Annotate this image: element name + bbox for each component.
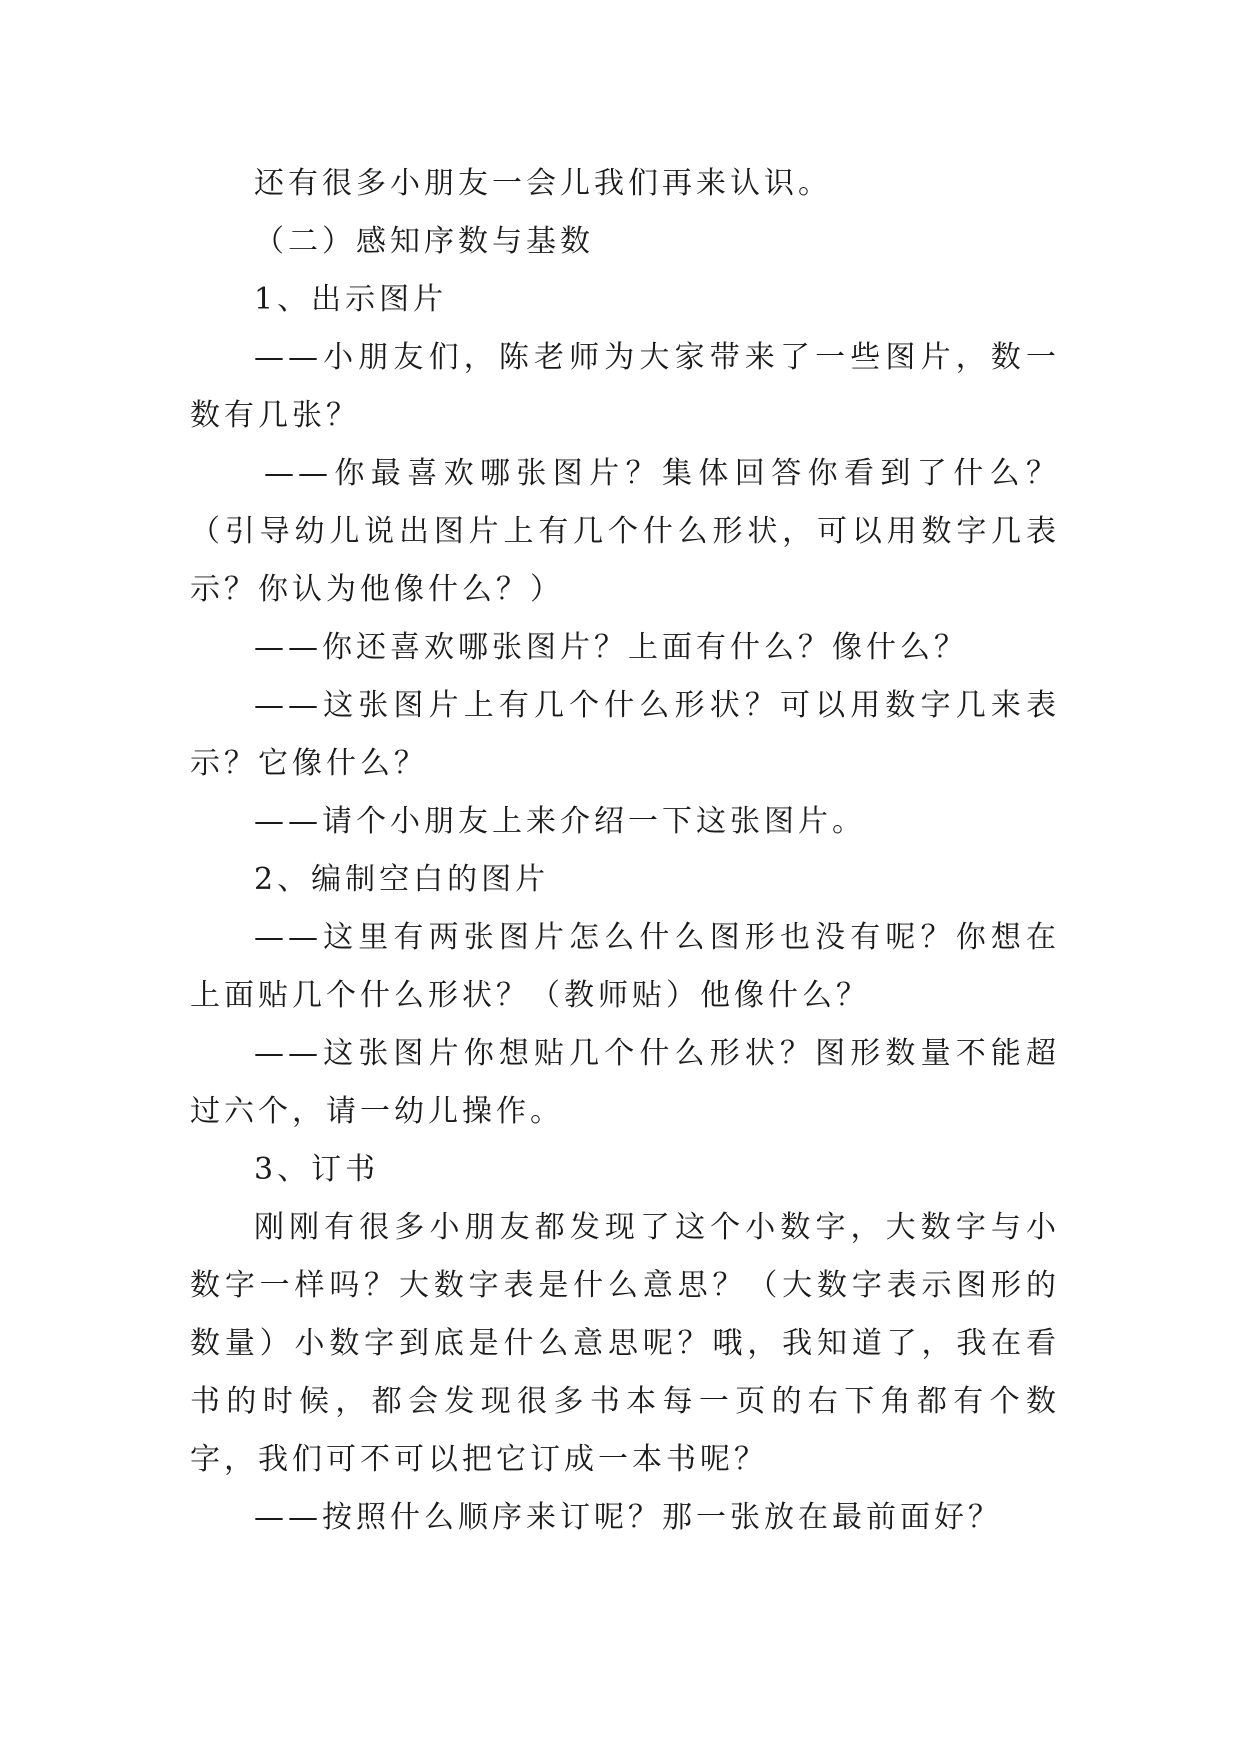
paragraph-text: ——这张图片上有几个什么形状？可以用数字几来表示？它像什么？ xyxy=(190,688,1060,781)
paragraph-text: ——请个小朋友上来介绍一下这张图片。 xyxy=(254,804,866,839)
section-heading-perceive-ordinal-cardinal: （二）感知序数与基数 xyxy=(254,224,594,259)
step-heading-show-pictures: 1、出示图片 xyxy=(254,282,448,317)
step-heading-blank-pictures: 2、编制空白的图片 xyxy=(254,862,550,897)
paragraph-text: 还有很多小朋友一会儿我们再来认识。 xyxy=(254,166,832,201)
paragraph-text: ——这里有两张图片怎么什么图形也没有呢？你想在上面贴几个什么形状？（教师贴）他像什么？ xyxy=(190,920,1060,1013)
paragraph-text: ——按照什么顺序来订呢？那一张放在最前面好？ xyxy=(254,1500,1002,1535)
step-heading-bind-book: 3、订书 xyxy=(254,1152,380,1187)
document-body xyxy=(190,155,1060,1547)
paragraph-text: ——小朋友们，陈老师为大家带来了一些图片，数一数有几张？ xyxy=(190,340,1060,433)
paragraph-text: ——这张图片你想贴几个什么形状？图形数量不能超过六个，请一幼儿操作。 xyxy=(190,1036,1060,1129)
paragraph-text: 刚刚有很多小朋友都发现了这个小数字，大数字与小数字一样吗？大数字表是什么意思？（大数字表示图形的数量）小数字到底是什么意思呢？哦，我知道了，我在看书的时候，都会发现很多书本每一页的右下角都有个数字，我们可不可以把它订成一本书呢？ xyxy=(190,1210,1060,1477)
paragraph-text: ——你最喜欢哪张图片？集体回答你看到了什么？（引导幼儿说出图片上有几个什么形状，可以用数字几表示？你认为他像什么？） xyxy=(190,456,1060,607)
paragraph-text: ——你还喜欢哪张图片？上面有什么？像什么？ xyxy=(254,630,968,665)
